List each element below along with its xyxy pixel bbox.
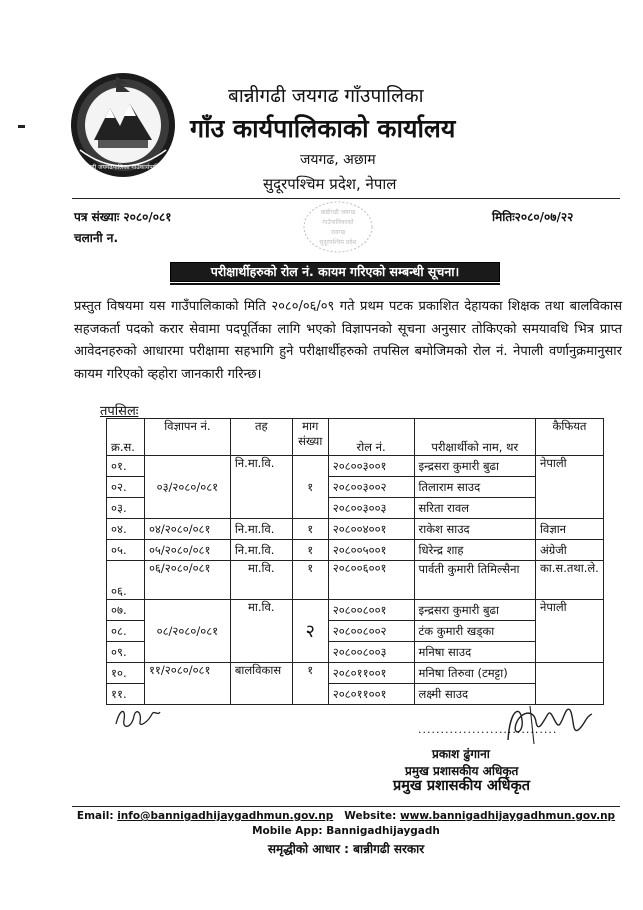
row-maag: २ xyxy=(292,600,328,663)
row-taha: मा.वि. xyxy=(230,600,292,663)
office-location: जयगढ, अछाम xyxy=(300,152,376,168)
row-kaifiyat: का.स.तथा.ले. xyxy=(535,561,603,600)
row-sn: ०८. xyxy=(107,621,145,642)
row-vigyapan: ०६/२०८०/०८१ xyxy=(144,561,230,600)
letter-date: मितिः२०८०/०७/२२ xyxy=(492,210,574,224)
office-name: गाँउ कार्यपालिकाको कार्यालय xyxy=(190,114,456,143)
row-name: इन्द्रसरा कुमारी बुढा xyxy=(414,456,535,477)
row-name: धिरेन्द्र शाह xyxy=(414,540,535,561)
row-taha: मा.वि. xyxy=(230,561,292,600)
email-label: Email: xyxy=(76,810,114,822)
header-divider xyxy=(72,198,620,199)
row-taha: नि.मा.वि. xyxy=(230,456,292,519)
row-vigyapan: ०३/२०८०/०८१ xyxy=(144,456,230,519)
officer-stamp: प्रमुख प्रशासकीय अधिकृत xyxy=(393,778,530,794)
notice-underline xyxy=(170,283,500,285)
header-sn: क्र.स. xyxy=(107,419,145,456)
row-sn: ०१. xyxy=(107,456,145,477)
row-name: इन्द्रसरा कुमारी बुढा xyxy=(414,600,535,621)
header-maag: माग संख्या xyxy=(292,419,328,456)
footer-app: Mobile App: Bannigadhijaygadh xyxy=(252,825,440,837)
row-roll: २०८००५००१ xyxy=(328,540,414,561)
row-kaifiyat: अंग्रेजी xyxy=(535,540,603,561)
row-maag: १ xyxy=(292,519,328,540)
row-vigyapan: ०८/२०८०/०८१ xyxy=(144,600,230,663)
officer-name: प्रकाश ढुंगाना xyxy=(432,747,490,761)
row-kaifiyat: विज्ञान xyxy=(535,519,603,540)
details-label: तपसिलः xyxy=(100,404,139,419)
dispatch-number: चलानी न. xyxy=(74,231,119,245)
row-sn: ०३. xyxy=(107,498,145,519)
table-row xyxy=(107,561,604,600)
table-row xyxy=(107,456,604,477)
footer-contact xyxy=(72,810,620,822)
email-link[interactable]: info@bannigadhijaygadhmun.gov.np xyxy=(117,810,334,822)
municipality-emblem xyxy=(68,70,178,180)
row-roll: २०८००३००३ xyxy=(328,498,414,519)
website-label: Website: xyxy=(344,810,397,822)
row-roll: २०८०११००१ xyxy=(328,663,414,684)
row-maag: १ xyxy=(292,456,328,519)
stamp-line-4: सुदूरपश्चिम प्रदेश xyxy=(319,239,357,246)
row-sn: ०६. xyxy=(107,561,145,600)
notice-title: परीक्षार्थीहरुको रोल नं. कायम गरिएको सम्बन्धी सूचना। xyxy=(170,262,500,282)
office-province: सुदूरपश्चिम प्रदेश, नेपाल xyxy=(263,175,397,193)
row-vigyapan: ०५/२०८०/०८१ xyxy=(144,540,230,561)
row-roll: २०८००४००१ xyxy=(328,519,414,540)
row-roll: २०८००६००१ xyxy=(328,561,414,600)
row-roll: २०८००३००१ xyxy=(328,456,414,477)
row-roll: २०८००८००३ xyxy=(328,642,414,663)
row-roll: २०८०११००१ xyxy=(328,684,414,705)
row-name: मनिषा तिरुवा (टमट्टा) xyxy=(414,663,535,684)
row-sn: ०९. xyxy=(107,642,145,663)
letter-number: पत्र संख्याः २०८०/०८१ xyxy=(74,210,172,224)
stamp-line-2: गाउँपालिकाको xyxy=(322,219,354,226)
emblem-caption: जयगढी जयगढपालिका गाउँकार्यपालिका xyxy=(79,164,167,171)
table-header-row xyxy=(107,419,604,456)
header-vigyapan: विज्ञापन नं. xyxy=(144,419,230,456)
roll-number-table xyxy=(106,418,604,705)
stamp-line-3: जयगढ xyxy=(330,229,346,236)
row-maag: १ xyxy=(292,561,328,600)
table-row xyxy=(107,519,604,540)
office-stamp xyxy=(302,200,374,254)
row-sn: ०२. xyxy=(107,477,145,498)
footer-slogan: समृद्धीको आधार : बान्नीगढी सरकार xyxy=(267,842,425,856)
row-vigyapan: ११/२०८०/०८१ xyxy=(144,663,230,705)
row-name: सरिता रावल xyxy=(414,498,535,519)
row-roll: २०८००८००१ xyxy=(328,600,414,621)
notice-body: प्रस्तुत विषयमा यस गाउँपालिकाको मिति २०८०/०६/०९ गते प्रथम पटक प्रकाशित देहायका शिक्षक तथा बालविकास सहजकर्ता पदको करार सेवामा पदपूर्तिका लागि भएको विज्ञापनको सूचना अनुसार तोकिएको समयावधि भित्र प्राप्त आवेदनहरुको आधारमा परीक्षामा सहभागि हुने परीक्षार्थीहरुको तपसिल बमोजिमको रोल नं. नेपाली वर्णानुक्रमानुसार कायम गरिएको व्हहोरा जानकारी गरिन्छ। xyxy=(74,299,622,382)
row-name: तिलाराम साउद xyxy=(414,477,535,498)
row-kaifiyat: नेपाली xyxy=(535,456,603,519)
table-row xyxy=(107,663,604,684)
row-maag: १ xyxy=(292,663,328,705)
row-taha: नि.मा.वि. xyxy=(230,519,292,540)
table-row xyxy=(107,600,604,621)
row-name: राकेश साउद xyxy=(414,519,535,540)
header-taha: तह xyxy=(230,419,292,456)
scan-mark xyxy=(18,125,25,128)
row-name: पार्वती कुमारी तिमिल्सैना xyxy=(414,561,535,600)
footer-divider xyxy=(72,806,620,807)
header-roll: रोल नं. xyxy=(328,419,414,456)
initial-signature xyxy=(112,702,164,734)
stamp-line-1: बान्नीगढी जयगढ xyxy=(320,209,356,216)
row-name: लक्ष्मी साउद xyxy=(414,684,535,705)
officer-title: प्रमुख प्रशासकीय अधिकृत xyxy=(405,764,519,778)
row-vigyapan: ०४/२०८०/०८१ xyxy=(144,519,230,540)
row-name: टंक कुमारी खड्का xyxy=(414,621,535,642)
website-link[interactable]: www.bannigadhijaygadhmun.gov.np xyxy=(399,810,616,822)
row-name: मनिषा साउद xyxy=(414,642,535,663)
row-sn: ०७. xyxy=(107,600,145,621)
row-kaifiyat xyxy=(535,663,603,705)
signature-line: ............................... xyxy=(418,723,558,736)
row-sn: ०४. xyxy=(107,519,145,540)
row-roll: २०८००३००२ xyxy=(328,477,414,498)
header-kaifiyat: कैफियत xyxy=(535,419,603,456)
municipality-name: बान्नीगढी जयगढ गाँउपालिका xyxy=(228,85,424,107)
row-roll: २०८००८००२ xyxy=(328,621,414,642)
row-maag: १ xyxy=(292,540,328,561)
row-sn: ०५. xyxy=(107,540,145,561)
table-row xyxy=(107,540,604,561)
row-taha: बालविकास xyxy=(230,663,292,705)
row-kaifiyat: नेपाली xyxy=(535,600,603,663)
row-sn: १०. xyxy=(107,663,145,684)
row-sn: ११. xyxy=(107,684,145,705)
row-taha: नि.मा.वि. xyxy=(230,540,292,561)
header-name: परीक्षार्थीको नाम, थर xyxy=(414,419,535,456)
